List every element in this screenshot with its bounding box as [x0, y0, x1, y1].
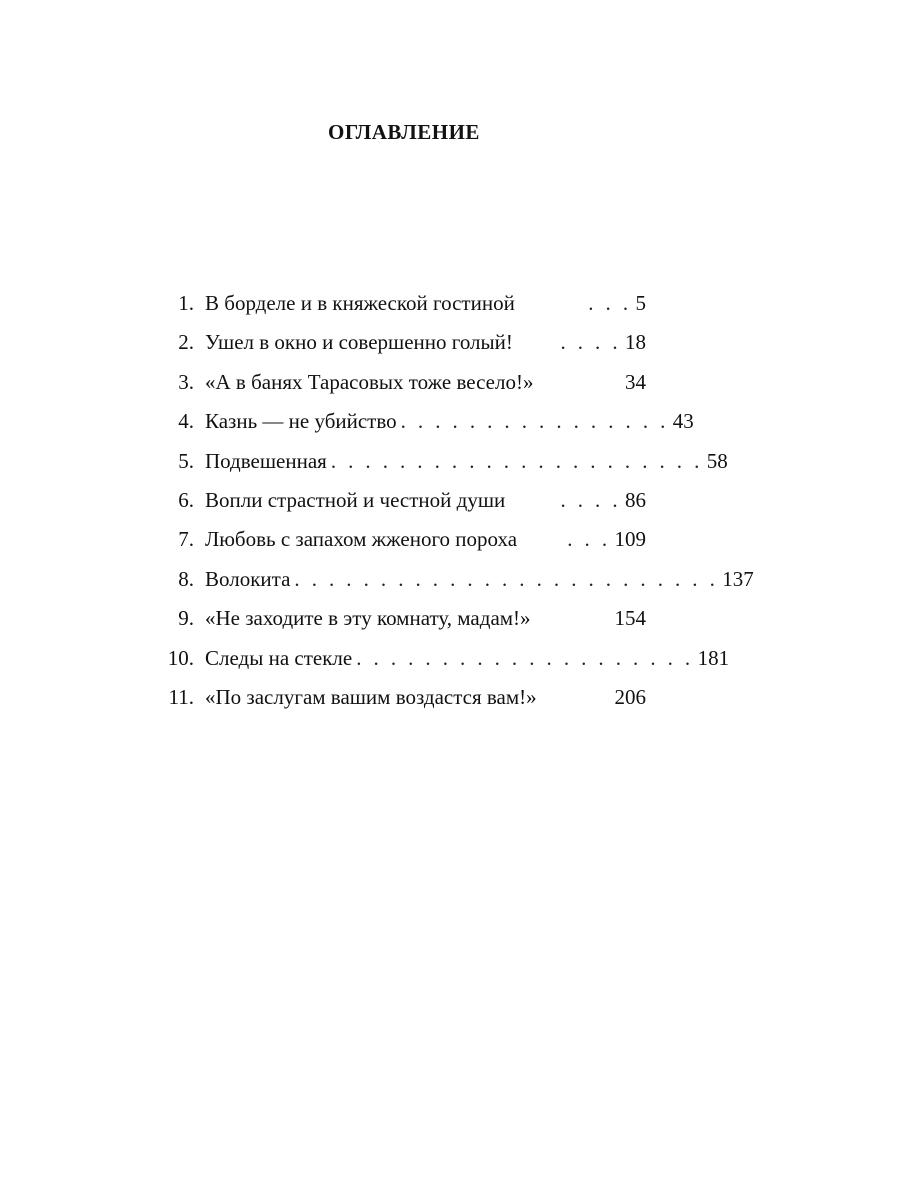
toc-entry-page: 206 — [614, 684, 646, 709]
toc-leader-dots: . . . . — [560, 487, 621, 512]
toc-entry-number: 10. — [167, 645, 194, 670]
toc-entry-number: 2. — [178, 330, 194, 355]
toc-entry-page: 109 — [614, 527, 646, 552]
toc-entry-number: 7. — [178, 527, 194, 552]
toc-entry-number: 3. — [178, 369, 194, 394]
toc-leader-dots: . . . . . . . . . . . . . . . . . . . . — [356, 645, 694, 670]
toc-entry-7[interactable] — [160, 520, 646, 559]
toc-entry-5[interactable] — [160, 442, 728, 481]
toc-entry-title: Любовь с запахом жженого пороха — [205, 527, 518, 552]
toc-entry-9[interactable] — [160, 599, 646, 638]
toc-entry-number: 8. — [178, 566, 194, 591]
toc-entry-title: В борделе и в княжеской гостиной — [205, 291, 515, 315]
toc-entry-number: 6. — [178, 487, 194, 512]
toc-entry-title: Подвешенная — [205, 448, 327, 473]
toc-entry-page: 58 — [706, 448, 728, 473]
toc-entry-4[interactable] — [160, 402, 694, 441]
toc-entry-page: 181 — [697, 645, 730, 670]
toc-leader-dots: . . . — [567, 527, 611, 552]
toc-leader-dots: . . . . . . . . . . . . . . . . . . . . . . . . . — [294, 566, 719, 591]
page-title: ОГЛАВЛЕНИЕ — [328, 120, 480, 144]
toc-entry-title: «По заслугам вашим воздастся вам!» — [205, 684, 537, 709]
toc-entry-10[interactable] — [160, 639, 730, 678]
toc-entry-page: 34 — [625, 369, 646, 394]
toc-entry-3[interactable] — [160, 363, 646, 402]
toc-entry-number: 5. — [178, 448, 194, 473]
toc-entry-title: Вопли страстной и честной души — [205, 487, 506, 512]
toc-entry-title: Ушел в окно и совершенно голый! — [205, 330, 513, 355]
toc-entry-title: Следы на стекле — [205, 645, 353, 670]
toc-entry-page: 86 — [625, 487, 646, 512]
toc-entry-title: Волокита — [205, 566, 291, 591]
toc-entry-page: 5 — [635, 291, 646, 315]
toc-leader-dots: . . . . . . . . . . . . . . . . . . . . . . — [330, 448, 703, 473]
toc-entry-title: «Не заходите в эту комнату, мадам!» — [205, 606, 531, 631]
toc-leader-dots: . . . . — [560, 330, 621, 355]
toc-entry-1[interactable] — [160, 284, 646, 323]
toc-entry-number: 11. — [168, 684, 194, 709]
toc-entry-number: 4. — [178, 409, 194, 434]
toc-entry-page: 154 — [614, 606, 646, 631]
toc-entry-page: 137 — [722, 566, 754, 591]
toc-entry-number: 1. — [178, 291, 194, 315]
table-of-contents — [160, 284, 754, 717]
toc-entry-8[interactable] — [160, 560, 754, 599]
toc-entry-page: 43 — [672, 409, 694, 434]
toc-leader-dots: . . . — [588, 291, 632, 315]
toc-entry-title: «А в банях Тарасовых тоже весело!» — [205, 369, 534, 394]
toc-entry-2[interactable] — [160, 323, 646, 362]
toc-entry-6[interactable] — [160, 481, 646, 520]
toc-entry-page: 18 — [625, 330, 646, 355]
toc-entry-title: Казнь — не убийство — [205, 409, 397, 434]
toc-entry-number: 9. — [178, 606, 194, 631]
toc-leader-dots: . . . . . . . . . . . . . . . . — [400, 409, 669, 434]
toc-entry-11[interactable] — [160, 678, 646, 717]
